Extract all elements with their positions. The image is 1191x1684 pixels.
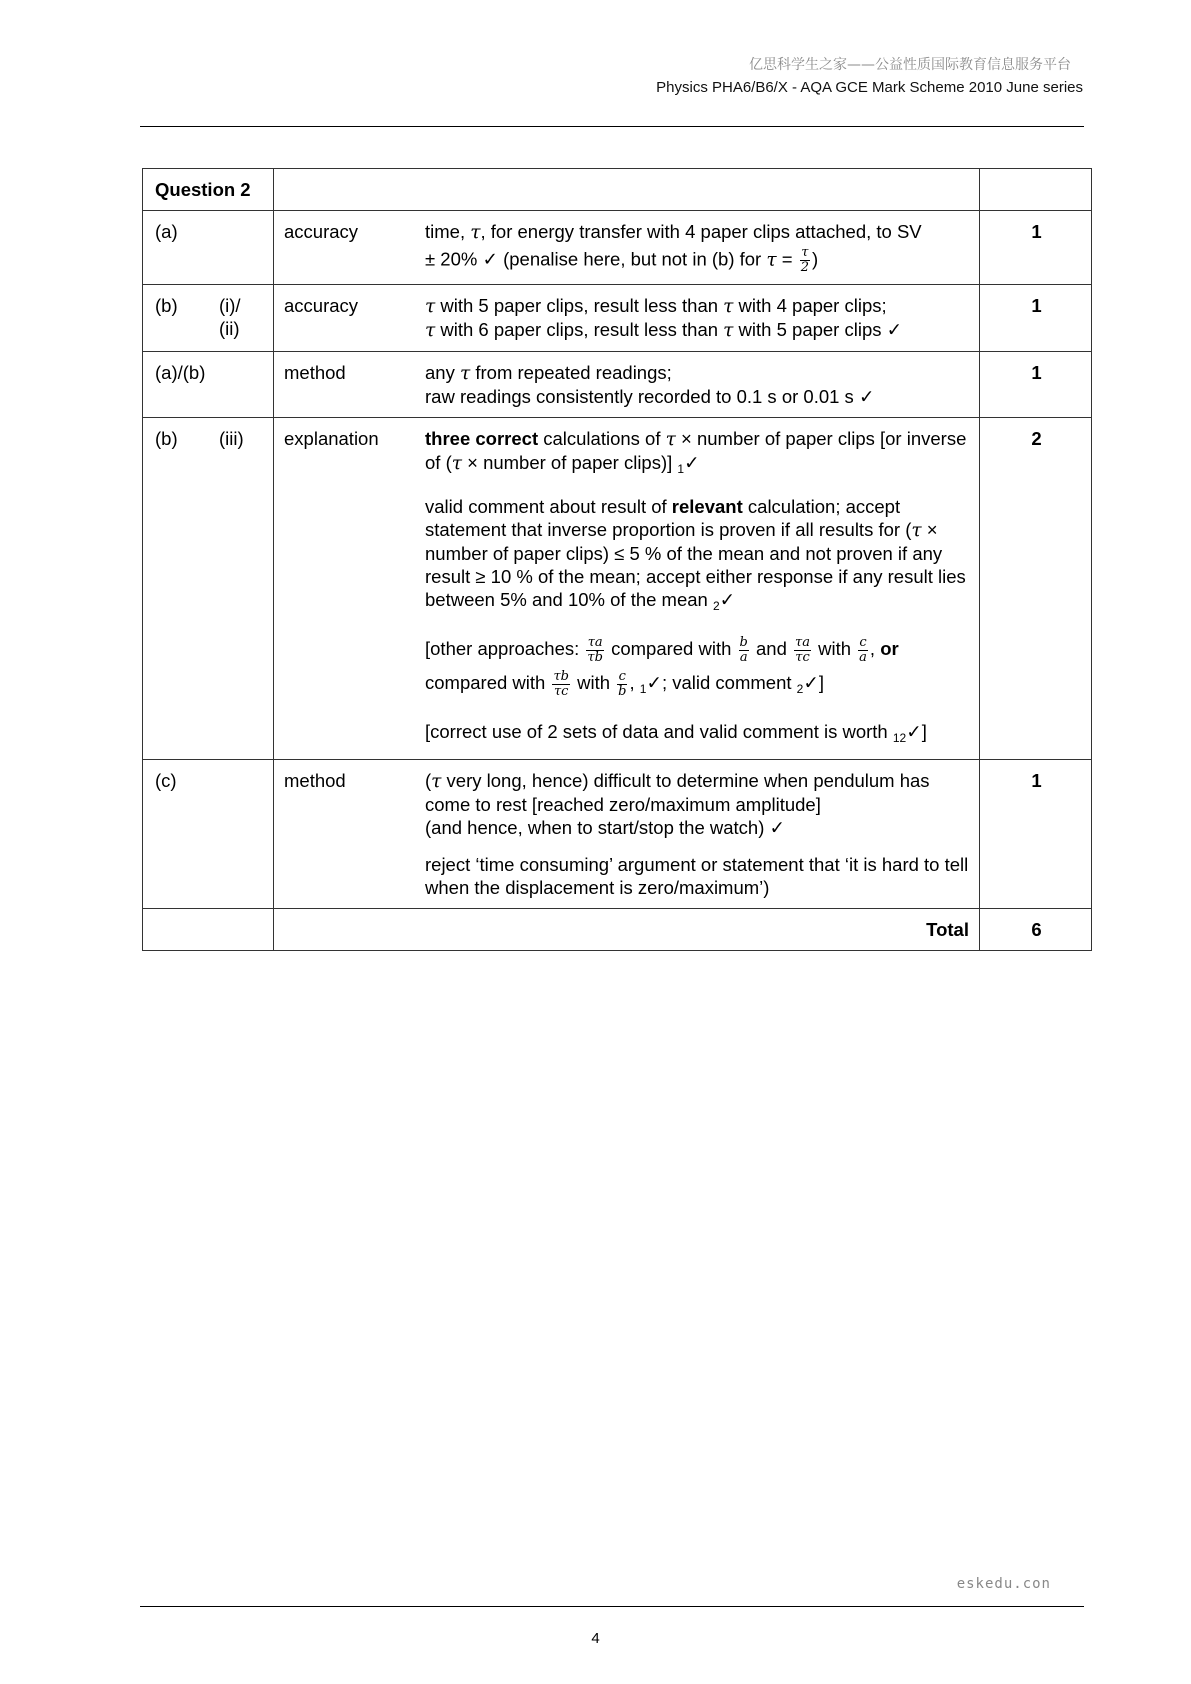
table-row [143, 169, 1092, 211]
criterion: accuracy [284, 221, 359, 242]
part-label: (c) [143, 760, 274, 909]
fraction: $\frac{b}{a}$ [739, 634, 748, 665]
part-label: (b) (iii) [143, 418, 274, 760]
criterion-answer-cell [274, 352, 980, 418]
header-marks-blank [980, 169, 1092, 211]
marks-value: 1 [980, 352, 1092, 418]
criterion: method [284, 770, 346, 791]
part-label: (b) (i)/ (ii) [143, 285, 274, 352]
table-row [143, 418, 1092, 760]
criterion-answer-cell [274, 211, 980, 285]
table-row [143, 760, 1092, 909]
answer-text: τ with 5 paper clips, result less than τ with 4 paper clips; τ with 6 paper clips, result less than τ with 5 paper clips ✓ [425, 295, 903, 341]
header-rule [140, 126, 1084, 127]
mark-scheme-table [142, 168, 1092, 951]
part-label: (a) [143, 211, 274, 285]
marks-value: 1 [980, 211, 1092, 285]
answer-text: three correct calculations of τ × number of paper clips [or inverse of (τ × number of paper clips)] $_1$✓ valid comment about result of relevant calculation; accept statement that inverse proportion is proven if all results for (τ × number of paper clips) ≤ 5 % of the mean and not proven if any result ≥ 10 % of the mean; accept either response if any result lies between 5% and 10% of the mean $_2$✓ [other approaches: $\frac{\tau a}{\tau b}$ compared with $\frac{b}{a}$ and $\frac{\tau a}{\tau c}$ with $\frac{c}{a}$ , or compared with $\frac{\tau b}{\tau c}$ with $\frac{c}{b}$ , $_1$✓; valid comment $_2$✓] [correct use of 2 sets of data and valid comment is worth $_{12}$✓] [425, 428, 967, 745]
header-title-line: Physics PHA6/B6/X - AQA GCE Mark Scheme 2010 June series [656, 79, 1083, 96]
criterion-answer-cell [274, 285, 980, 352]
answer-text: time, τ, for energy transfer with 4 paper clips attached, to SV ± 20% ✓ (penalise here, but not in (b) for τ = $\frac{\tau}{2}$ ) [425, 221, 922, 275]
criterion: accuracy [284, 295, 359, 316]
footer-rule [140, 1606, 1084, 1607]
table-row [143, 211, 1092, 285]
marks-value: 2 [980, 418, 1092, 760]
fraction: $\frac{c}{b}$ [618, 668, 627, 699]
criterion-answer-cell [274, 418, 980, 760]
footer-brand: eskedu.con [956, 1576, 1051, 1592]
total-value: 6 [980, 909, 1092, 951]
part-label: (a)/(b) [143, 352, 274, 418]
fraction: $\frac{\tau a}{\tau b}$ [587, 634, 603, 665]
header-site-line: 亿思科学生之家——公益性质国际教育信息服务平台 [749, 57, 1071, 73]
total-label: Total [274, 909, 980, 951]
marks-value: 1 [980, 285, 1092, 352]
fraction: $\frac{\tau}{2}$ [800, 245, 809, 275]
total-blank [143, 909, 274, 951]
header-blank [274, 169, 980, 211]
answer-text: (τ very long, hence) difficult to determine when pendulum has come to rest [reached zero/maximum amplitude] (and hence, when to start/stop the watch) ✓ reject ‘time consuming’ argument or statement that ‘it is hard to tell when the displacement is zero/maximum’) [425, 770, 969, 898]
criterion-answer-cell [274, 760, 980, 909]
fraction: $\frac{c}{a}$ [859, 634, 867, 665]
table-row [143, 352, 1092, 418]
marks-value: 1 [980, 760, 1092, 909]
table-row [143, 285, 1092, 352]
criterion: explanation [284, 428, 379, 449]
fraction: $\frac{\tau a}{\tau c}$ [795, 634, 810, 665]
criterion: method [284, 362, 346, 383]
page-number: 4 [591, 1630, 600, 1647]
answer-text: any τ from repeated readings; raw readings consistently recorded to 0.1 s or 0.01 s ✓ [425, 362, 875, 407]
question-title: Question 2 [143, 169, 274, 211]
total-row [143, 909, 1092, 951]
fraction: $\frac{\tau b}{\tau c}$ [553, 668, 569, 699]
